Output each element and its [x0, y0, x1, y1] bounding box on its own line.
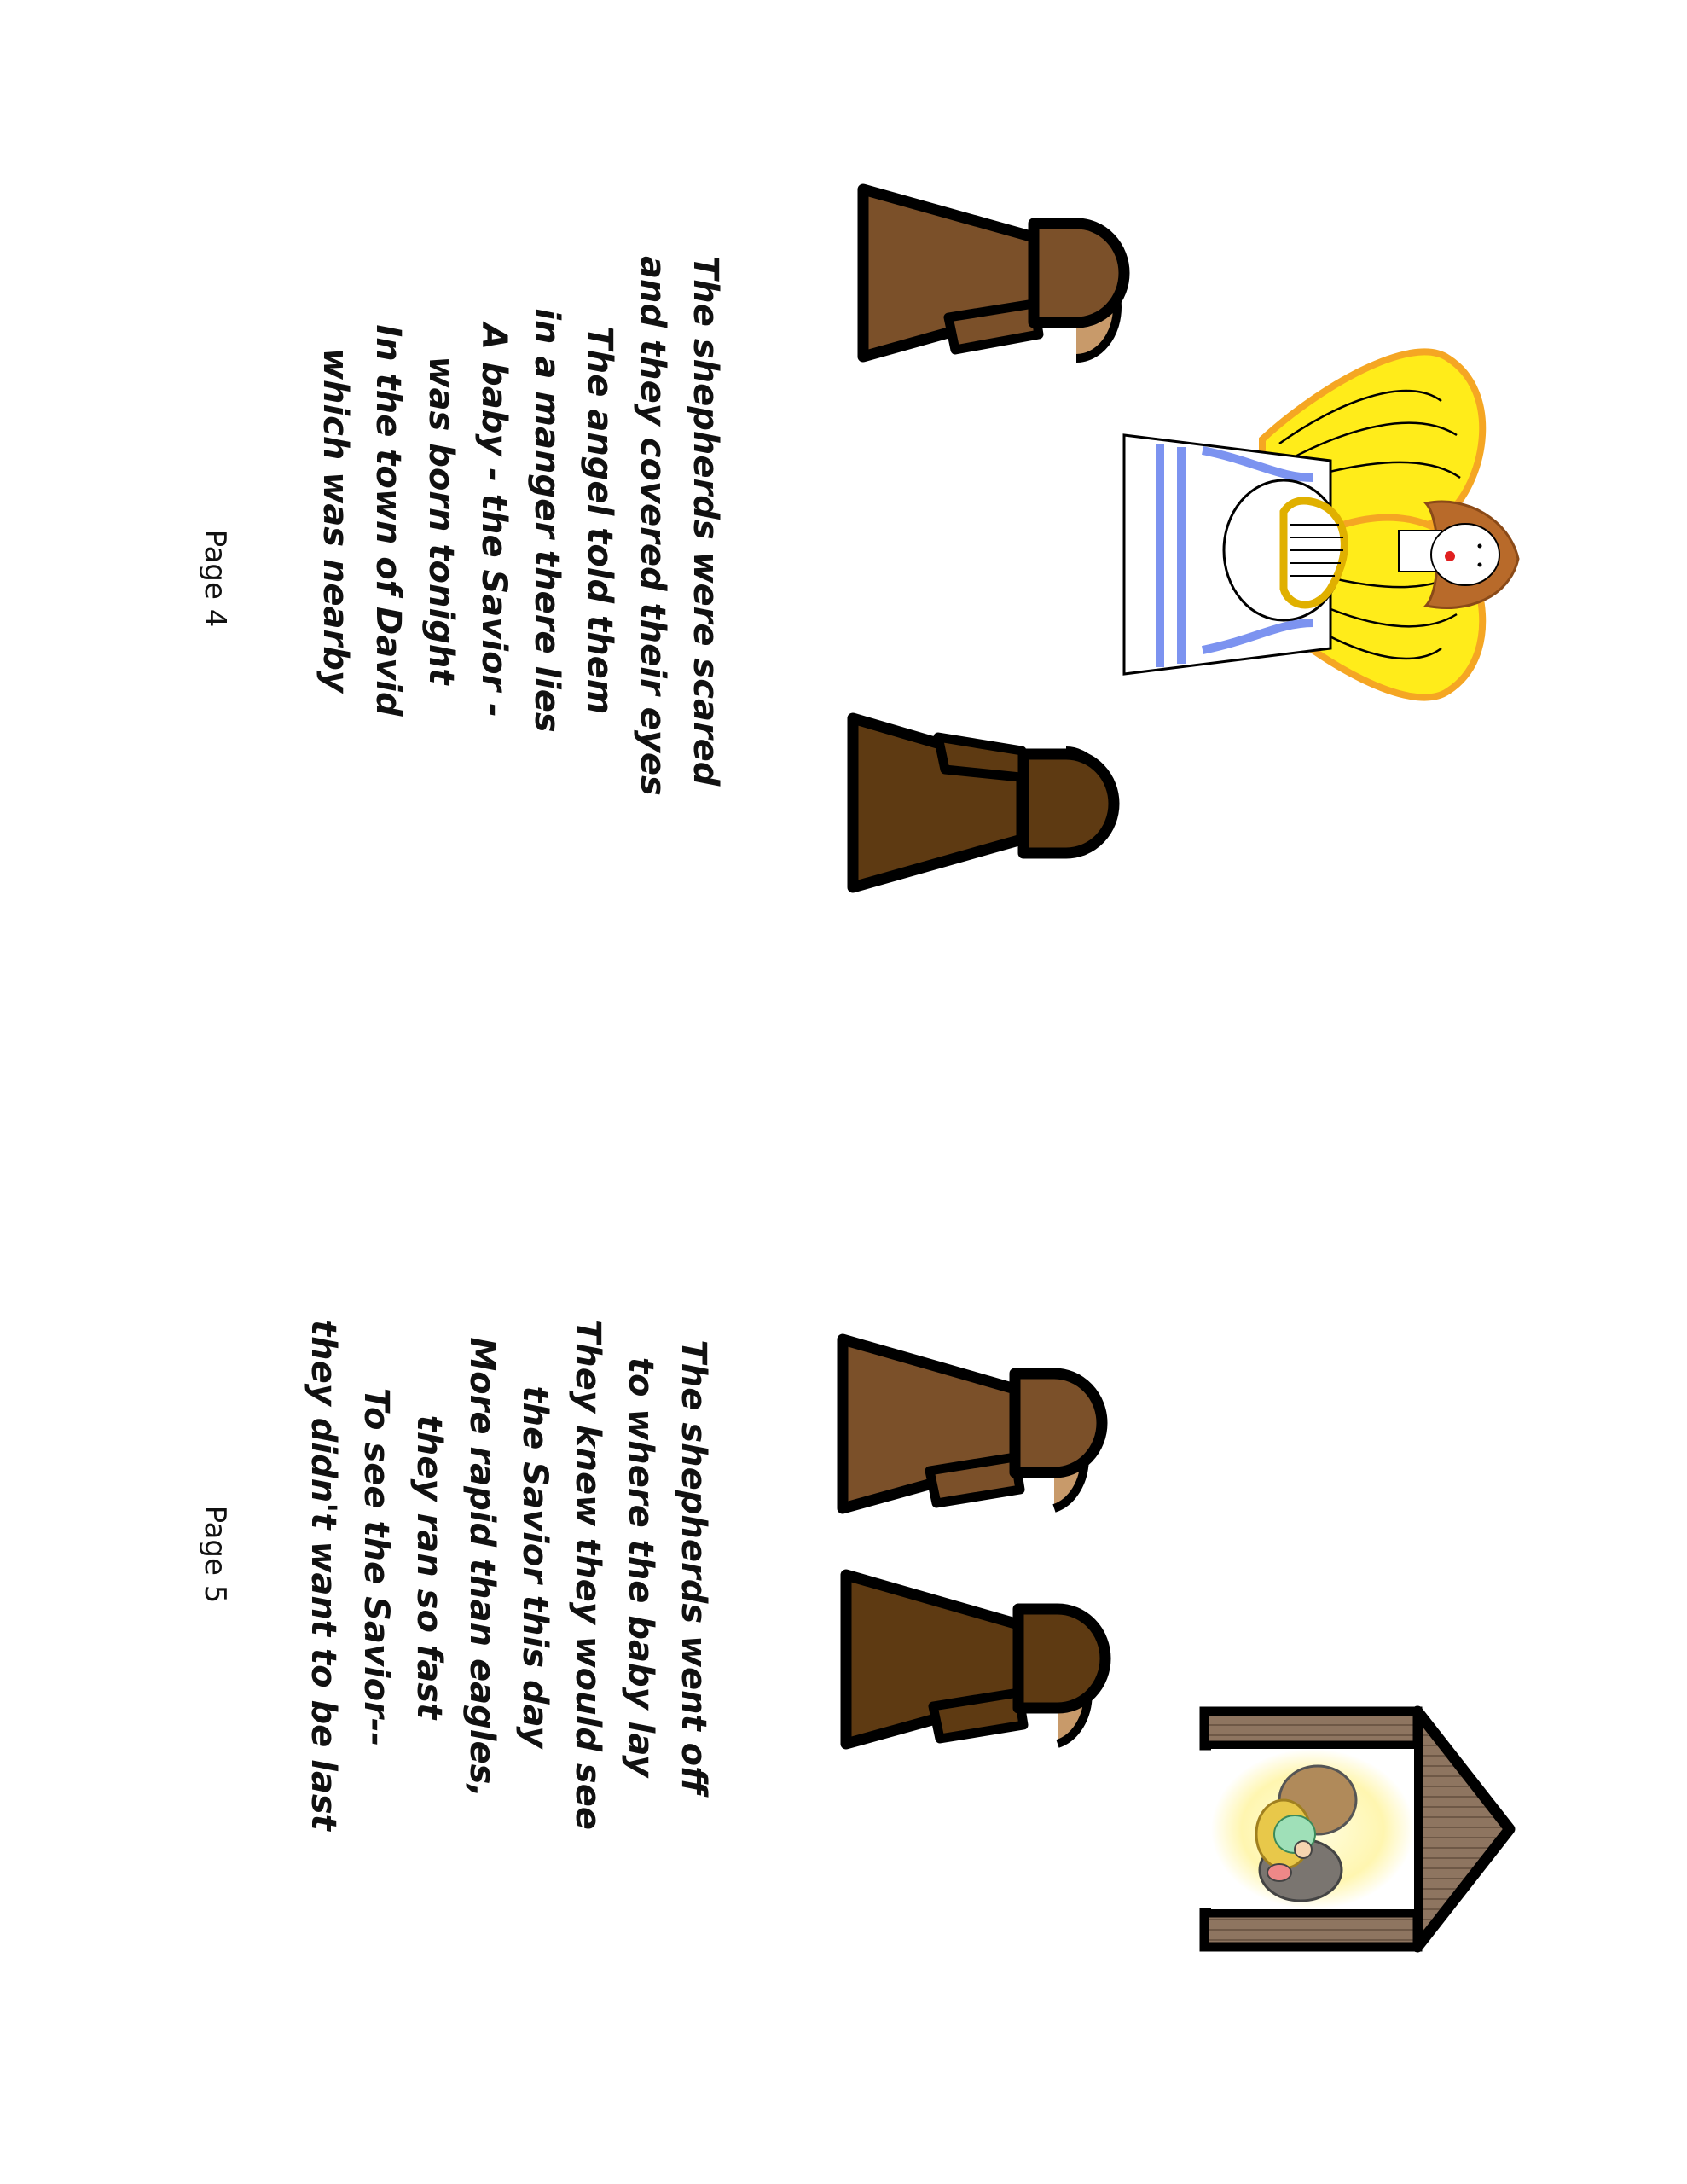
verse-line: The shepherds were scared	[686, 256, 725, 787]
page-number: Page 5	[198, 1505, 232, 1604]
verse-line: the Savior this day	[515, 1385, 554, 1749]
verse-line: was born tonight	[421, 356, 461, 685]
verse-line: They knew they would see	[568, 1320, 607, 1830]
page-number: Page 4	[198, 529, 232, 628]
verse-line: In the town of David	[368, 324, 408, 717]
verse-line: in a manger there lies	[527, 308, 566, 733]
verse-line: they didn't want to be last	[304, 1320, 343, 1831]
angel-icon	[1124, 351, 1518, 697]
shepherd-icon	[863, 189, 1124, 358]
verse-line: to where the baby lay	[621, 1356, 660, 1778]
stable-icon	[1204, 1711, 1510, 1947]
verse-line: The angel told them	[580, 326, 619, 715]
verse-line: To see the Savior--	[357, 1387, 396, 1747]
verse-line: More rapid than eagles,	[462, 1337, 501, 1798]
verse-line: and they covered their eyes	[633, 256, 672, 796]
shepherd-icon	[843, 1339, 1102, 1508]
verse-line: A baby - the Savior -	[474, 323, 513, 717]
shepherd-icon	[853, 718, 1114, 887]
verse-line: they ran so fast	[409, 1414, 449, 1720]
verse-page-5	[235, 1320, 720, 1831]
verse-line: The shepherds went off	[674, 1339, 713, 1795]
shepherd-icon	[846, 1575, 1105, 1744]
verse-line: which was nearby	[316, 348, 355, 693]
verse-page-4	[309, 256, 732, 796]
